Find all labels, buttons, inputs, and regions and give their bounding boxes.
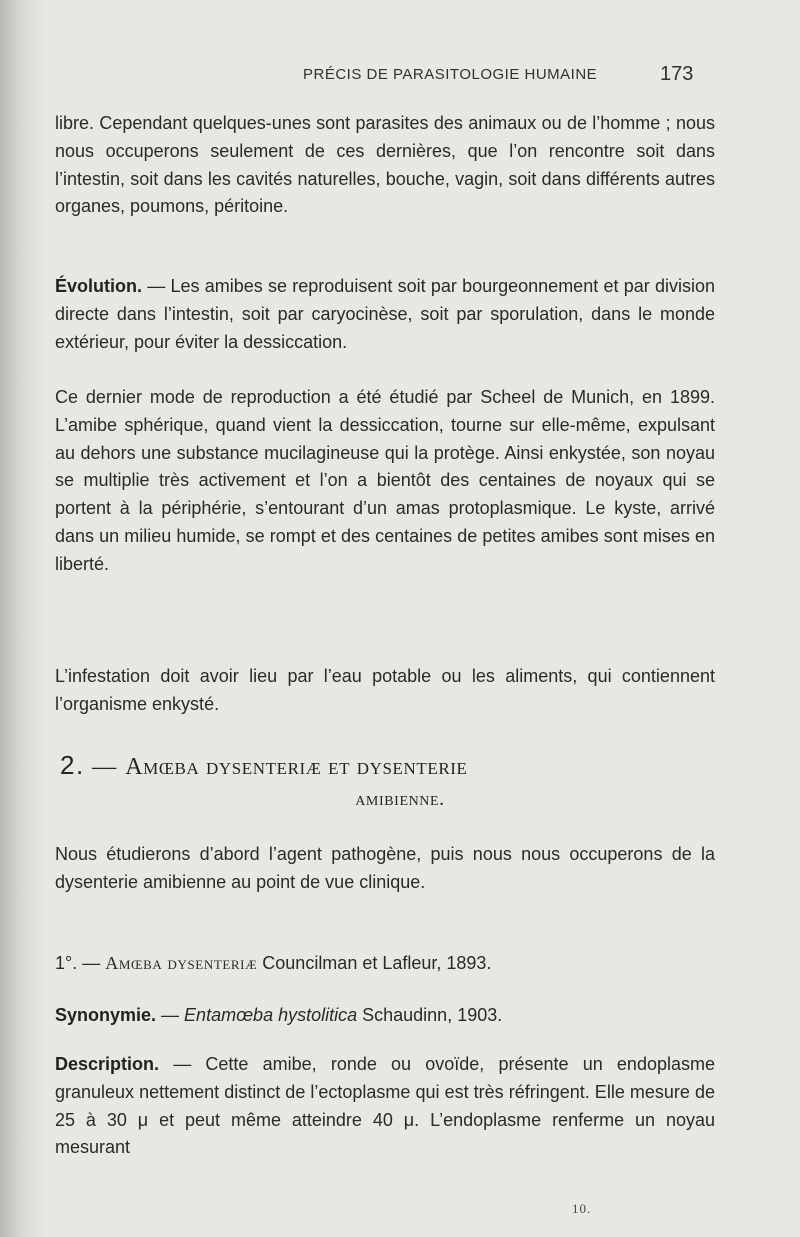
synonymie-dash: — [156, 1005, 185, 1025]
synonymie-label: Synonymie. [55, 1005, 157, 1025]
subsection-authors: Councilman et Lafleur, 1893. [257, 953, 492, 973]
paragraph-intro-text: libre. Cependant quelques-unes sont parasites des animaux ou de l’homme ; nous nous occuperons seulement de ces dernières, que l’on rencontre soit dans l’intestin, soit dans les cavités naturelles, bouche, vagin, soit dans différents autres organes, poumons, péritoine. [55, 113, 715, 217]
section-heading [60, 750, 720, 781]
section-title-line2: amibienne. [355, 788, 445, 810]
paragraph-evolution [55, 273, 715, 356]
subsection-amoeba [55, 950, 715, 978]
evolution-label: Évolution. [55, 276, 142, 296]
paragraph-nous-text: Nous étudierons d’abord l’agent pathogène, puis nous nous occuperons de la dysenterie amibienne au point de vue clinique. [55, 844, 715, 892]
section-title-line1: Amœba dysenteriæ et dysenterie [125, 754, 468, 780]
page-gutter-shadow [0, 0, 46, 1237]
section-number: 2. [60, 750, 85, 780]
synonymie-species: Entamœba hystolitica [184, 1005, 358, 1025]
evolution-text: — Les amibes se reproduisent soit par bourgeonnement et par division directe dans l’intestin, soit par caryocinèse, soit par sporulation, dans le monde extérieur, pour éviter la dessiccation. [55, 276, 715, 352]
synonymie-authors: Schaudinn, 1903. [357, 1005, 503, 1025]
paragraph-infestation-text: L’infestation doit avoir lieu par l’eau potable ou les aliments, qui contiennent l’organisme enkysté. [55, 666, 715, 714]
paragraph-nous [55, 841, 715, 897]
subsection-prefix: 1°. — [55, 953, 106, 973]
page-number: 173 [660, 63, 694, 85]
paragraph-reproduction [55, 384, 715, 579]
description-label: Description. [55, 1054, 160, 1074]
printer-signature: 10. [572, 1201, 592, 1216]
paragraph-infestation [55, 663, 715, 719]
paragraph-description [55, 1051, 715, 1162]
subsection-species-name: Amœba dysenteriæ [105, 953, 258, 973]
paragraph-intro [55, 110, 715, 221]
section-dash: — [84, 754, 126, 780]
paragraph-reproduction-text: Ce dernier mode de reproduction a été étudié par Scheel de Munich, en 1899. L’amibe sphérique, quand vient la dessiccation, tourne sur elle-même, expulsant au dehors une substance mucilagineuse qui la protège. Ainsi enkystée, son noyau se multiplie très activement et l’on a bientôt des centaines de noyaux qui se portent à la périphérie, s’entourant d’un amas protoplasmique. Le kyste, arrivé dans un milieu humide, se rompt et des centaines de petites amibes sont mises en liberté. [55, 387, 715, 574]
paragraph-synonymie [55, 1002, 715, 1030]
running-title: PRÉCIS DE PARASITOLOGIE HUMAINE [303, 66, 598, 83]
description-text: — Cette amibe, ronde ou ovoïde, présente un endoplasme granuleux nettement distinct de l’ectoplasme qui est très réfringent. Elle mesure de 25 à 30 μ et peut même atteindre 40 μ. L’endoplasme renferme un noyau mesurant [55, 1054, 715, 1158]
